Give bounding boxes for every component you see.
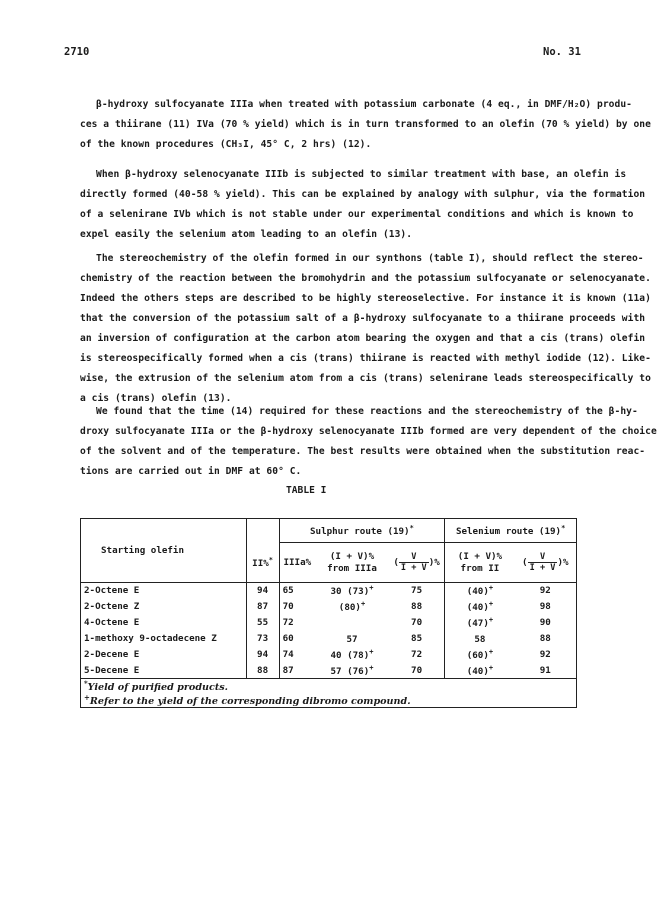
text-line: an inversion of configuration at the carbon atom bearing the oxygen and that a cis (trans) olefin — [80, 333, 646, 344]
cell-s-ratio: 75 — [389, 583, 445, 599]
cell-s-iv: 30 (73)+ — [330, 584, 374, 598]
cell-se-ratio: 88 — [515, 631, 577, 647]
cell-olefin: 2-Octene Z — [81, 599, 247, 615]
cell-se-iv: (60)+ — [466, 647, 494, 662]
header-selenium-yield: (I + V)% from II — [445, 543, 515, 583]
page-number: 2710 — [64, 46, 90, 58]
cell-iiia: 72 — [282, 617, 294, 628]
cell-s-iv: (80)+ — [338, 599, 366, 614]
cell-ii: 55 — [246, 615, 279, 631]
cell-se-iv: (40)+ — [466, 599, 494, 614]
paragraph-2 — [80, 165, 646, 245]
text-line: directly formed (40-58 % yield). This can be explained by analogy with sulphur, via the formation — [80, 189, 646, 200]
footnote: +Refer to the yield of the corresponding dibromo compound. — [84, 693, 411, 708]
cell-s-ratio: 70 — [389, 615, 445, 631]
cell-se-ratio: 92 — [515, 583, 577, 599]
footnote: *Yield of purified products. — [84, 679, 229, 694]
text-line: We found that the time (14) required for these reactions and the stereochemistry of the β-hy- — [96, 406, 638, 417]
text-line: Indeed the others steps are described to be highly stereoselective. For instance it is known (11a) — [80, 293, 651, 304]
issue-number: No. 31 — [543, 46, 581, 58]
cell-olefin: 4-Octene E — [81, 615, 247, 631]
cell-ii: 94 — [246, 583, 279, 599]
paragraph-4 — [80, 402, 657, 482]
cell-ii: 87 — [246, 599, 279, 615]
header-II: II%* — [246, 543, 279, 583]
text-line: tions are carried out in DMF at 60° C. — [80, 466, 302, 477]
text-line: chemistry of the reaction between the bromohydrin and the potassium sulfocyanate or selenocyanate. — [80, 273, 651, 284]
text-line: expel easily the selenium atom leading to an olefin (13). — [80, 229, 413, 240]
cell-ii: 88 — [246, 663, 279, 679]
text-line: The stereochemistry of the olefin formed in our synthons (table I), should reflect the stereo- — [96, 253, 644, 264]
cell-ii: 73 — [246, 631, 279, 647]
text-line: a cis (trans) olefin (13). — [80, 393, 232, 404]
cell-olefin: 2-Decene E — [81, 647, 247, 663]
text-line: β-hydroxy sulfocyanate IIIa when treated with potassium carbonate (4 eq., in DMF/H₂O) produ- — [96, 99, 632, 110]
cell-ii: 94 — [246, 647, 279, 663]
cell-se-iv: (47)+ — [466, 615, 494, 630]
cell-s-ratio: 88 — [389, 599, 445, 615]
cell-se-ratio: 92 — [515, 647, 577, 663]
table-row — [81, 615, 577, 631]
cell-s-iv: 40 (78)+ — [330, 647, 374, 662]
cell-s-iv: 57 (76)+ — [330, 663, 374, 677]
cell-se-ratio: 90 — [515, 615, 577, 631]
cell-s-iv — [315, 615, 389, 631]
cell-se-ratio: 98 — [515, 599, 577, 615]
cell-olefin: 1-methoxy 9-octadecene Z — [81, 631, 247, 647]
text-line: ces a thiirane (11) IVa (70 % yield) which is in turn transformed to an olefin (70 % yield) by one — [80, 119, 651, 130]
table-caption: TABLE I — [286, 485, 327, 496]
text-line: wise, the extrusion of the selenium atom from a cis (trans) selenirane leads stereospecifically to — [80, 373, 651, 384]
table-footnotes — [81, 679, 577, 708]
text-line: of a selenirane IVb which is not stable under our experimental conditions and which is known to — [80, 209, 634, 220]
text-line: When β-hydroxy selenocyanate IIIb is subjected to similar treatment with base, an olefin is — [96, 169, 627, 180]
cell-s-iv: 57 — [346, 634, 358, 646]
text-line: of the known procedures (CH₃I, 45° C, 2 hrs) (12). — [80, 139, 372, 150]
cell-olefin: 5-Decene E — [81, 663, 247, 679]
table-row — [81, 647, 577, 663]
header-sulphur-route: Sulphur route (19)* — [279, 519, 445, 543]
cell-iiia: 60 — [282, 633, 294, 644]
cell-iiia: 74 — [282, 649, 294, 660]
cell-olefin: 2-Octene E — [81, 583, 247, 599]
cell-se-ratio: 91 — [515, 663, 577, 679]
results-table — [80, 518, 577, 708]
cell-se-iv: (40)+ — [466, 663, 494, 677]
header-sulphur-yield: (I + V)% from IIIa — [315, 543, 389, 583]
header-selenium-route: Selenium route (19)* — [445, 519, 577, 543]
table-row — [81, 583, 577, 599]
cell-se-iv: (40)+ — [466, 584, 494, 598]
text-line: that the conversion of the potassium salt of a β-hydroxy sulfocyanate to a thiirane proceeds with — [80, 313, 646, 324]
table-row — [81, 599, 577, 615]
table-row — [81, 663, 577, 679]
cell-s-ratio: 70 — [389, 663, 445, 679]
text-line: droxy sulfocyanate IIIa or the β-hydroxy selenocyanate IIIb formed are very dependent of the choice — [80, 426, 657, 437]
paragraph-3 — [80, 249, 651, 409]
cell-iiia: 70 — [282, 601, 294, 612]
cell-se-iv: 58 — [474, 634, 486, 646]
text-line: of the solvent and of the temperature. The best results were obtained when the substitution reac- — [80, 446, 646, 457]
cell-s-ratio: 72 — [389, 647, 445, 663]
cell-iiia: 87 — [282, 664, 294, 676]
header-sulphur-ratio: ( $\frac{V}{I + V}$ )% — [389, 543, 445, 583]
table-row — [81, 631, 577, 647]
cell-s-ratio: 85 — [389, 631, 445, 647]
text-line: is stereospecifically formed when a cis (trans) thiirane is reacted with methyl iodide (12). Like- — [80, 353, 651, 364]
cell-iiia: 65 — [282, 585, 294, 597]
header-IIIa: IIIa% — [279, 543, 315, 583]
paragraph-1 — [80, 95, 651, 155]
header-selenium-ratio: ( $\frac{V}{I + V}$ )% — [515, 543, 577, 583]
header-starting-olefin: Starting olefin — [81, 519, 247, 583]
